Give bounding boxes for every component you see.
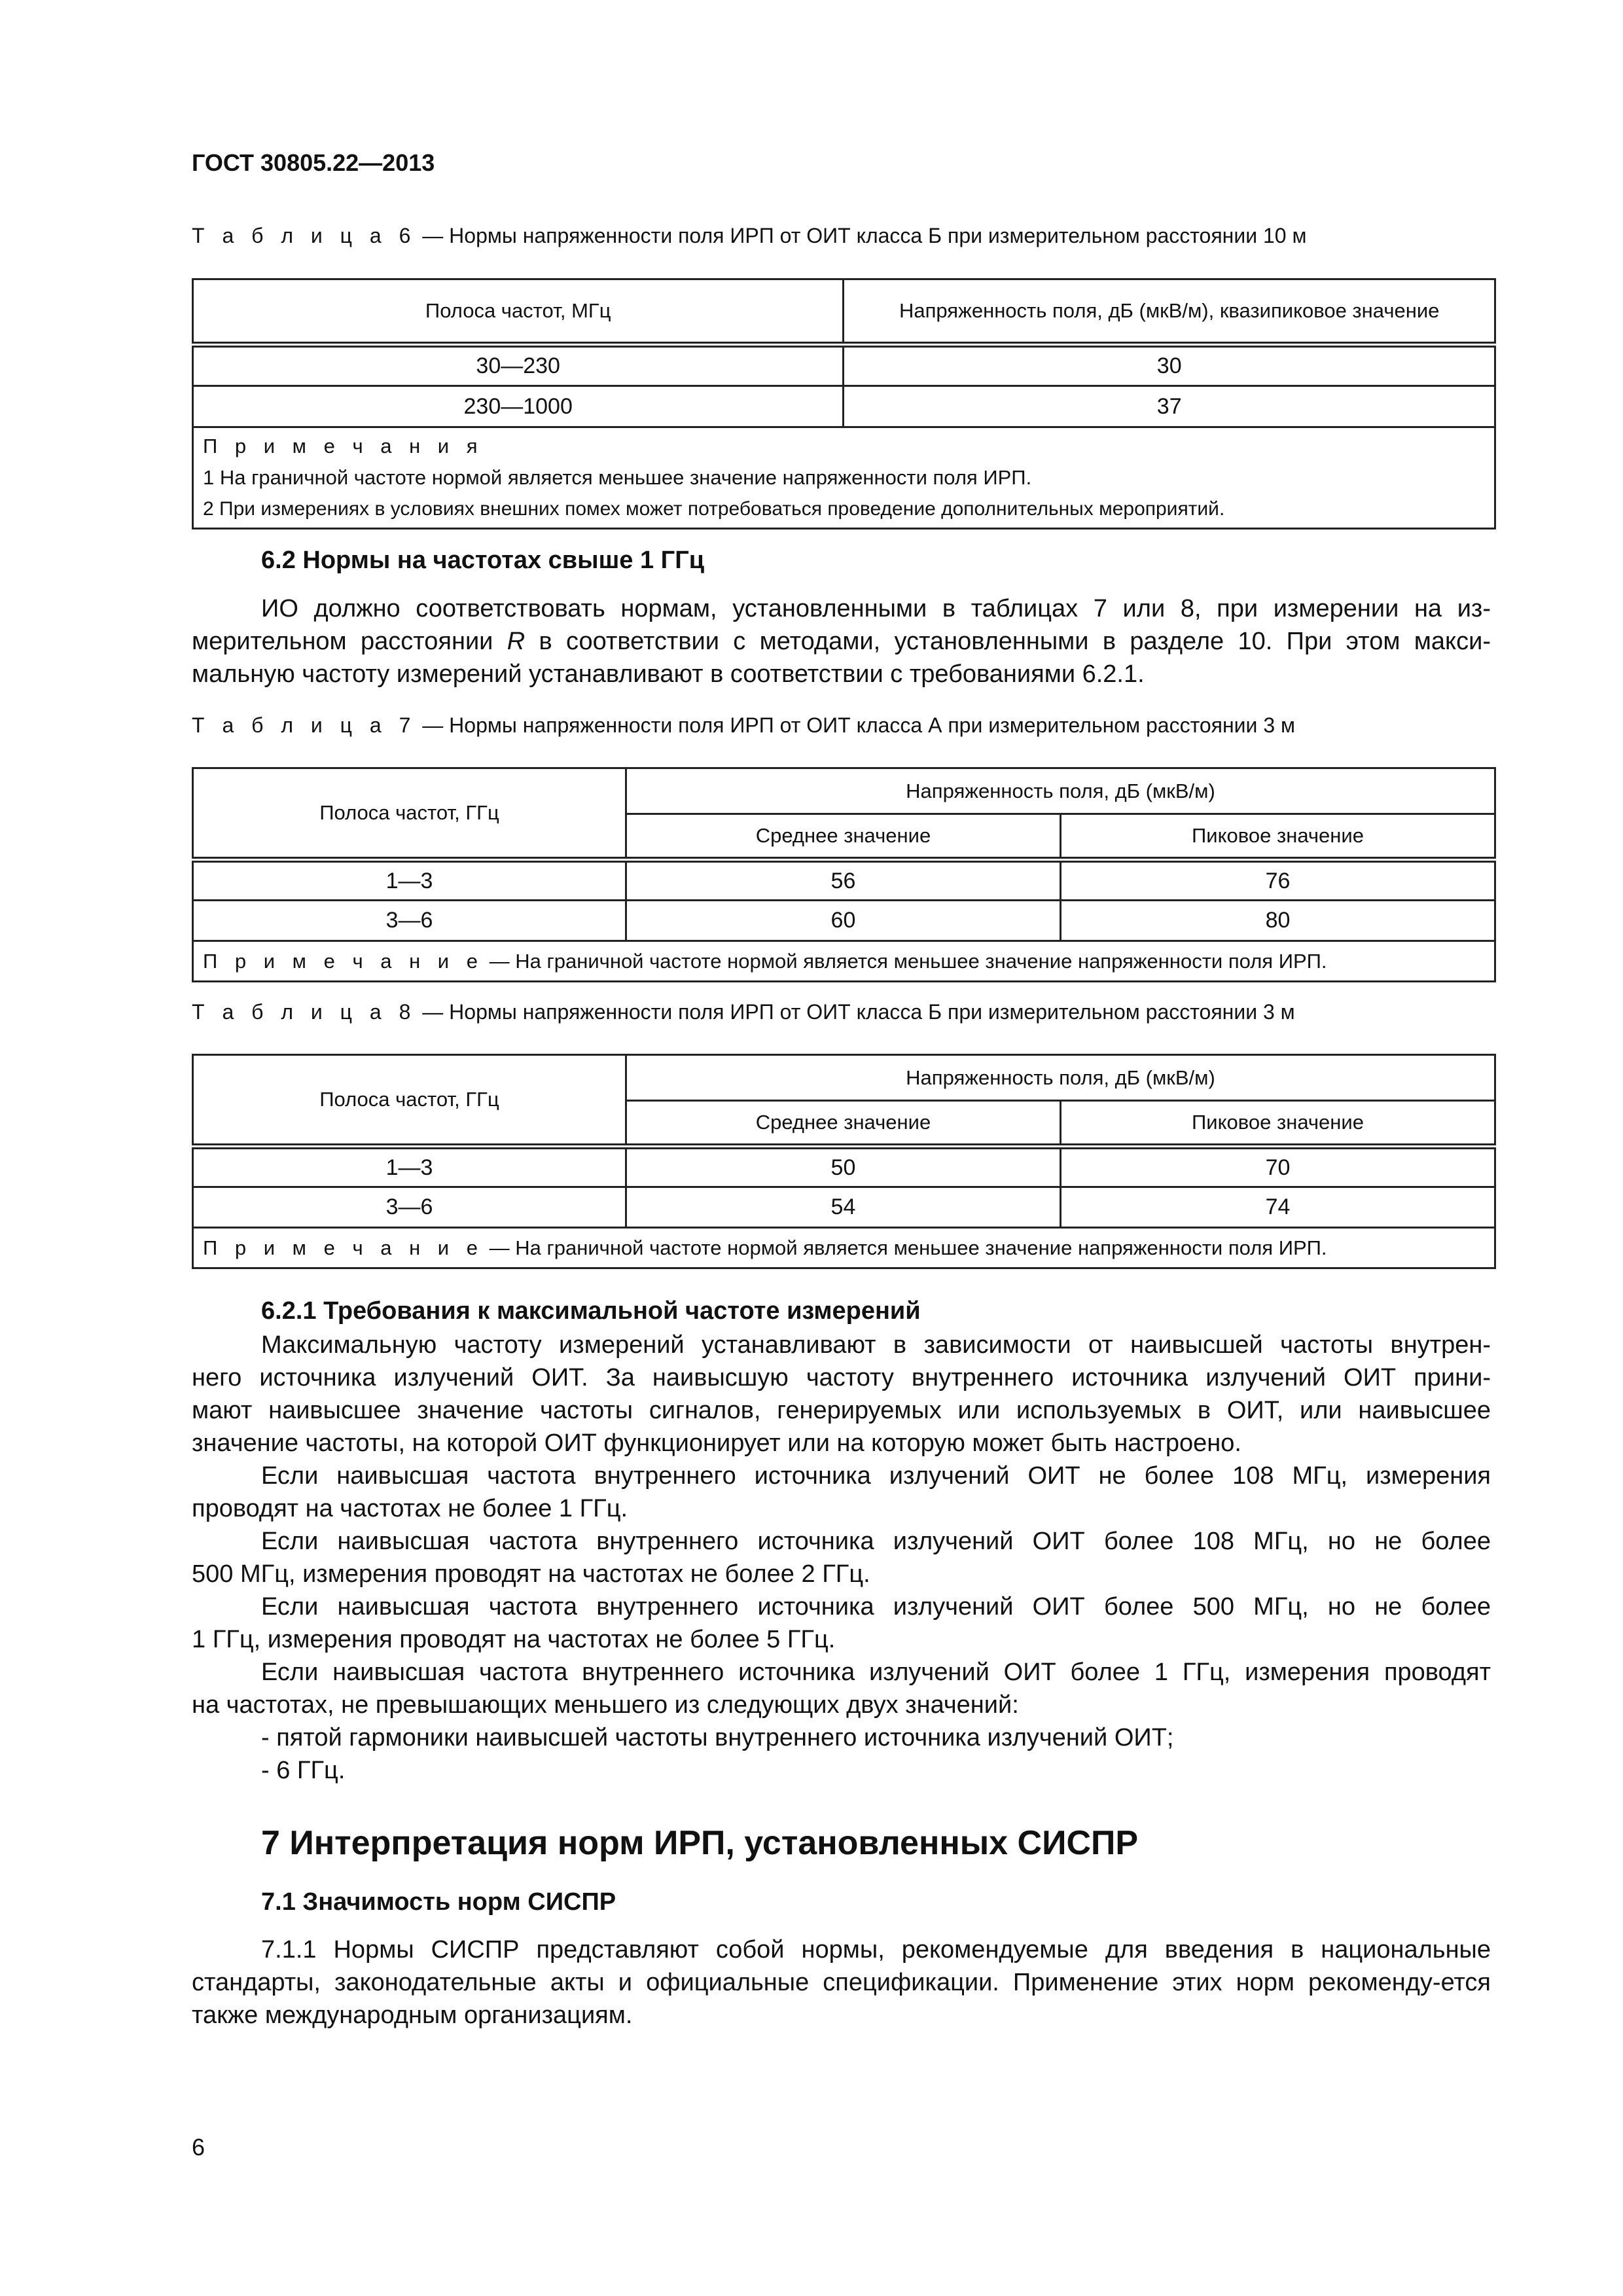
- table7-caption: [192, 713, 1295, 738]
- table6-header-value: Напряженность поля, дБ (мкВ/м), квазипиковое значение: [844, 279, 1495, 345]
- table-row: [193, 901, 1495, 941]
- body-line: значение частоты, на которой ОИТ функционирует или на которую может быть настроено.: [192, 1429, 1241, 1457]
- table7-header-peak: Пиковое значение: [1060, 814, 1495, 860]
- table7-note-prefix: П р и м е ч а н и е: [203, 949, 484, 973]
- section-7-1-heading: 7.1 Значимость норм СИСПР: [261, 1888, 616, 1916]
- body-line: на частотах, не превышающих меньшего из следующих двух значений:: [192, 1691, 1019, 1719]
- table8-caption-text: — Нормы напряженности поля ИРП от ОИТ класса Б при измерительном расстоянии 3 м: [416, 1000, 1295, 1024]
- distance-symbol: R: [507, 628, 526, 655]
- table8-cell-avg: 54: [626, 1187, 1060, 1228]
- table7-note-text: — На граничной частоте нормой является меньшее значение напряженности поля ИРП.: [483, 949, 1327, 973]
- table6-cell-band: 230—1000: [193, 386, 844, 427]
- table6-caption-prefix: Т а б л и ц а 6: [192, 224, 417, 247]
- table8-caption-prefix: Т а б л и ц а 8: [192, 1000, 417, 1024]
- table7-caption-prefix: Т а б л и ц а 7: [192, 713, 417, 737]
- table-7: [192, 767, 1496, 982]
- section-7-heading: 7 Интерпретация норм ИРП, установленных СИСПР: [261, 1824, 1139, 1862]
- table7-cell-avg: 56: [626, 860, 1060, 901]
- table7-header-group: Напряженность поля, дБ (мкВ/м): [626, 768, 1495, 814]
- table7-cell-avg: 60: [626, 901, 1060, 941]
- body-line: - 6 ГГц.: [261, 1757, 346, 1784]
- body-line: Если наивысшая частота внутреннего источника излучений ОИТ более 1 ГГц, измерения проводят: [261, 1659, 1491, 1686]
- table7-note: [193, 941, 1495, 982]
- table8-cell-band: 1—3: [193, 1147, 626, 1187]
- section-6-2-text-b: в соответствии с методами, установленными в разделе 10. При этом макси-мальную частоту измерений устанавливают в соответствии с требованиями 6.2.1.: [192, 628, 1491, 688]
- body-line: Максимальную частоту измерений устанавливают в зависимости от наивысшей частоты внутрен-: [261, 1331, 1491, 1359]
- table8-cell-avg: 50: [626, 1147, 1060, 1187]
- section-6-2-heading: 6.2 Нормы на частотах свыше 1 ГГц: [261, 547, 705, 574]
- section-6-2-text-a: ИО должно соответствовать нормам, установленными в таблицах 7 или 8, при измерении на из-мерительном расстоянии: [192, 595, 1491, 655]
- table8-cell-peak: 70: [1060, 1147, 1495, 1187]
- table8-header-avg: Среднее значение: [626, 1101, 1060, 1147]
- table-row: [193, 1147, 1495, 1187]
- table6-caption: [192, 224, 1306, 248]
- table7-header-band: Полоса частот, ГГц: [193, 768, 626, 860]
- table8-cell-peak: 74: [1060, 1187, 1495, 1228]
- body-line: мают наивысшее значение частоты сигналов, генерируемых или используемых в ОИТ, или наивысшее: [192, 1397, 1491, 1424]
- table7-cell-peak: 80: [1060, 901, 1495, 941]
- section-6-2-paragraph: [192, 592, 1491, 691]
- table7-cell-band: 3—6: [193, 901, 626, 941]
- table6-caption-text: — Нормы напряженности поля ИРП от ОИТ класса Б при измерительном расстоянии 10 м: [416, 224, 1307, 247]
- table8-header-group: Напряженность поля, дБ (мкВ/м): [626, 1055, 1495, 1101]
- section-6-2-1-heading: 6.2.1 Требования к максимальной частоте измерений: [261, 1297, 921, 1325]
- body-line: Если наивысшая частота внутреннего источника излучений ОИТ не более 108 МГц, измерения: [261, 1462, 1491, 1490]
- table8-header-peak: Пиковое значение: [1060, 1101, 1495, 1147]
- table7-caption-text: — Нормы напряженности поля ИРП от ОИТ класса А при измерительном расстоянии 3 м: [416, 713, 1295, 737]
- page-number: 6: [192, 2134, 205, 2161]
- body-line: Если наивысшая частота внутреннего источника излучений ОИТ более 500 МГц, но не более: [261, 1593, 1491, 1621]
- table8-note-prefix: П р и м е ч а н и е: [203, 1236, 484, 1259]
- body-line: 1 ГГц, измерения проводят на частотах не более 5 ГГц.: [192, 1626, 836, 1653]
- table6-header-band: Полоса частот, МГц: [193, 279, 844, 345]
- table8-note: [193, 1228, 1495, 1268]
- table7-cell-peak: 76: [1060, 860, 1495, 901]
- table-row: [193, 386, 1495, 427]
- table-row: [193, 345, 1495, 386]
- table6-cell-band: 30—230: [193, 345, 844, 386]
- table-row: [193, 860, 1495, 901]
- table-row: [193, 1187, 1495, 1228]
- table6-notes: [193, 427, 1495, 529]
- body-line: проводят на частотах не более 1 ГГц.: [192, 1495, 628, 1522]
- body-line: него источника излучений ОИТ. За наивысшую частоту внутреннего источника излучений ОИТ прини-: [192, 1364, 1491, 1391]
- section-7-1-1-text: 7.1.1 Нормы СИСПР представляют собой нормы, рекомендуемые для введения в национальные стандарты, законодательные акты и официальные спецификации. Применение этих норм рекоменду-ется также международным организациям.: [192, 1936, 1491, 2029]
- table-8: [192, 1054, 1496, 1269]
- table8-cell-band: 3—6: [193, 1187, 626, 1228]
- body-line: 500 МГц, измерения проводят на частотах не более 2 ГГц.: [192, 1560, 870, 1588]
- table7-header-avg: Среднее значение: [626, 814, 1060, 860]
- table6-note-1: 1 На граничной частоте нормой является меньшее значение напряженности поля ИРП.: [203, 466, 1032, 489]
- document-code-header: ГОСТ 30805.22—2013: [192, 149, 435, 176]
- table6-cell-value: 30: [844, 345, 1495, 386]
- table6-notes-title: П р и м е ч а н и я: [203, 435, 484, 457]
- table-6: [192, 278, 1496, 529]
- table6-cell-value: 37: [844, 386, 1495, 427]
- table7-cell-band: 1—3: [193, 860, 626, 901]
- body-line: - пятой гармоники наивысшей частоты внутреннего источника излучений ОИТ;: [261, 1724, 1174, 1751]
- table6-note-2: 2 При измерениях в условиях внешних помех может потребоваться проведение дополнительных мероприятий.: [203, 498, 1225, 520]
- table8-note-text: — На граничной частоте нормой является меньшее значение напряженности поля ИРП.: [483, 1236, 1327, 1259]
- body-line: Если наивысшая частота внутреннего источника излучений ОИТ более 108 МГц, но не более: [261, 1528, 1491, 1555]
- section-7-1-1-paragraph: [192, 1933, 1491, 2032]
- table8-header-band: Полоса частот, ГГц: [193, 1055, 626, 1147]
- table8-caption: [192, 1000, 1295, 1024]
